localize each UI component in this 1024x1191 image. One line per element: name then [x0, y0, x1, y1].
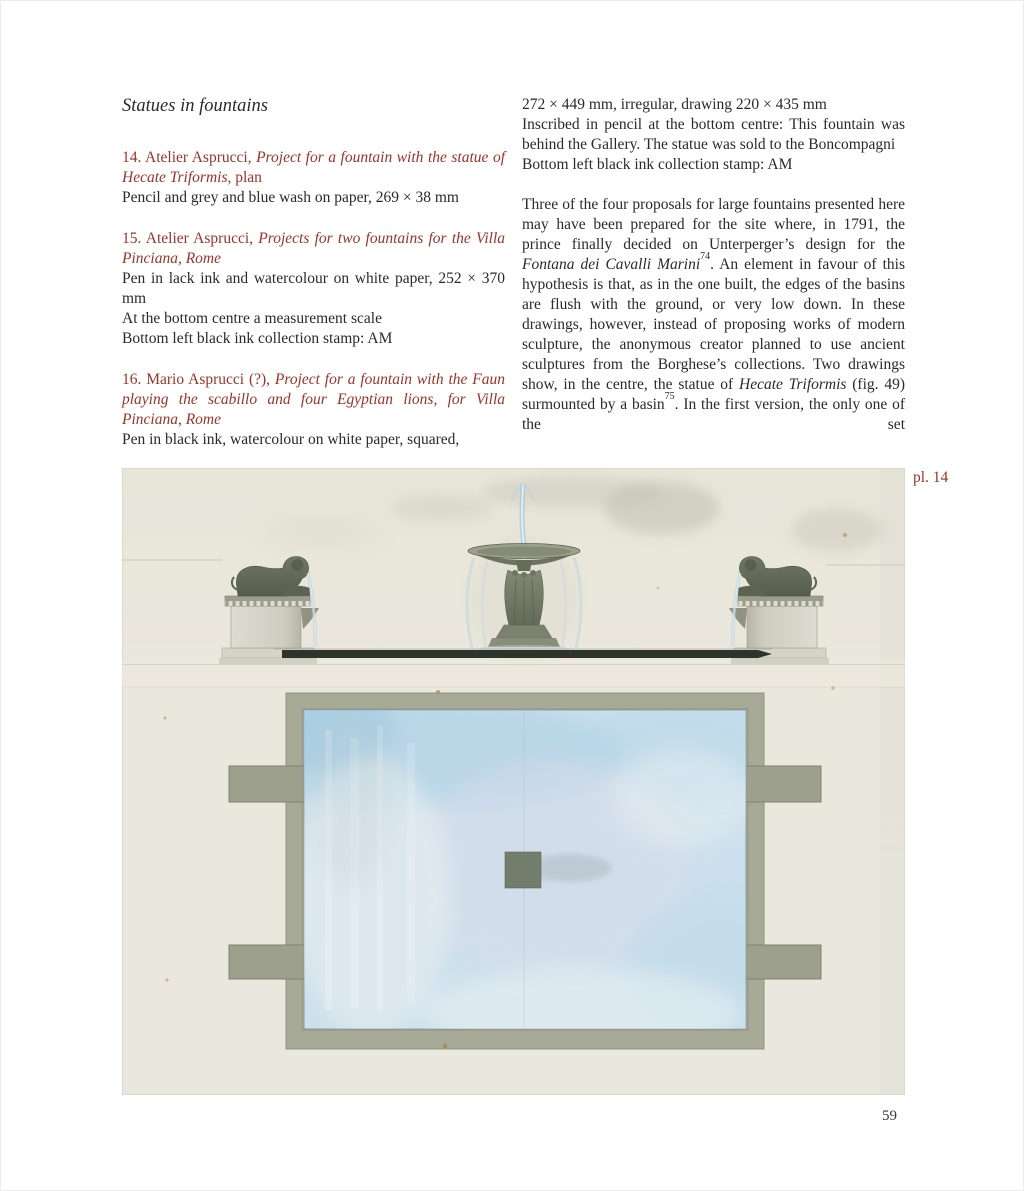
plate-label: pl. 14: [913, 469, 949, 486]
text-segment: Hecate Triformis: [739, 376, 847, 393]
text-line: Inscribed in pencil at the bottom centre: This fountain was behind the Gallery. The statue was sold to the Boncompagni: [522, 116, 905, 153]
text-segment: 74: [700, 250, 711, 262]
page-number: 59: [882, 1108, 897, 1124]
text-segment: 15. Atelier Asprucci,: [122, 230, 259, 247]
body-paragraph: [522, 195, 905, 435]
text-segment: 75: [664, 390, 675, 402]
text-segment: Projects for two fountains for the Villa Pinciana, Rome: [122, 230, 505, 267]
basin-rim-elevation: [274, 649, 772, 658]
text-segment: . In the first version, the only one of the set: [522, 396, 905, 433]
entry-heading: [122, 148, 505, 188]
catalog-entry-14: [122, 148, 505, 208]
artwork-figure: [122, 468, 905, 1095]
text-segment: 14. Atelier Asprucci,: [122, 149, 257, 166]
text-line: Pencil and grey and blue wash on paper, 269 × 38 mm: [122, 189, 459, 206]
text-line: Bottom left black ink collection stamp: AM: [522, 156, 793, 173]
text-segment: . An element in favour of this hypothesis is that, as in the one built, the edges of the basins are flush with the ground, or very low down. In these drawings, however, instead of proposing works of modern sculpture, the anonymous creator planned to use ancient sculptures from the Borghese’s collections. Two drawings show, in the centre, the statue of: [522, 256, 905, 393]
text-segment: , plan: [227, 169, 262, 186]
text-segment: Three of the four proposals for large fountains presented here may have been prepared for the site where, in 1791, the prince finally decided on Unterperger’s design for the: [522, 196, 905, 253]
entry-heading: [122, 370, 505, 430]
basin-plan: [222, 690, 821, 1058]
catalog-entry-15: [122, 229, 505, 349]
entry-details: [122, 430, 505, 450]
entry-details-continued: [522, 95, 905, 175]
entry-heading: [122, 229, 505, 269]
right-column: [522, 95, 905, 435]
catalog-entry-16: [122, 370, 505, 450]
text-segment: Project for a fountain with the statue of Hecate Triformis: [122, 149, 505, 186]
entry-details: [122, 188, 505, 208]
entry-details: [122, 269, 505, 349]
left-column: [122, 95, 505, 471]
text-line: 272 × 449 mm, irregular, drawing 220 × 435 mm: [522, 96, 827, 113]
section-title: Statues in fountains: [122, 96, 268, 116]
fountain-drawing: [122, 468, 905, 1095]
text-line: Pen in black ink, watercolour on white paper, squared,: [122, 431, 460, 448]
text-segment: Fontana dei Cavalli Marini: [522, 256, 701, 273]
text-line: Bottom left black ink collection stamp: AM: [122, 330, 393, 347]
text-line: At the bottom centre a measurement scale: [122, 310, 382, 327]
text-line: Pen in lack ink and watercolour on white paper, 252 × 370 mm: [122, 270, 505, 307]
text-segment: 16. Mario Asprucci (?),: [122, 371, 275, 388]
text-segment: Project for a fountain with the Faun playing the scabillo and four Egyptian lions, for Villa Pinciana, Rome: [122, 371, 505, 428]
text-segment: (fig. 49) surmounted by a basin: [522, 376, 905, 413]
